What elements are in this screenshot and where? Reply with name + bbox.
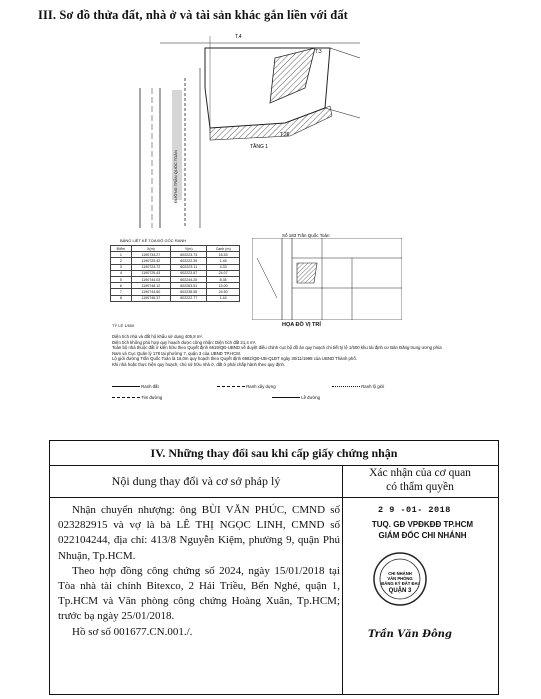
notes <box>112 334 442 368</box>
note-item: Khi nhà hoặc thực hiện quy hoạch, chủ sở hữu nhà ở, đất ở phải chấp hành theo quy định. <box>112 361 286 367</box>
location-map <box>252 238 402 320</box>
legend-item: Lề đường <box>272 395 320 400</box>
office-block: TUQ. GĐ VPĐKĐĐ TP.HCM GIÁM ĐỐC CHI NHÁNH <box>371 520 474 540</box>
svg-text:ĐĂNG KÝ ĐẤT ĐAI: ĐĂNG KÝ ĐẤT ĐAI <box>381 581 419 586</box>
signer-name: Trần Văn Đông <box>368 629 452 640</box>
coord-cell: 5 <box>111 276 132 282</box>
coord-header: Y(m) <box>171 246 207 252</box>
section-3-title: III. Sơ đồ thửa đất, nhà ở và tài sản khác gắn liền với đất <box>38 8 348 22</box>
svg-text:QUẬN 3: QUẬN 3 <box>388 588 412 594</box>
confirm-date: 2 9 -01- 2018 <box>378 505 451 515</box>
coord-cell: 602238.55 <box>171 289 207 295</box>
label-floor1: TẦNG 1 <box>250 144 269 150</box>
coord-header: X(m) <box>131 246 170 252</box>
legend-item: Ranh xây dựng <box>217 384 276 389</box>
coord-header: Điểm <box>111 246 132 252</box>
scale-label: TỶ LỆ 1/500 <box>112 323 135 328</box>
coord-cell: 1190734.27 <box>131 252 170 258</box>
coord-cell: 1190725.43 <box>131 270 170 276</box>
location-caption: HỌA ĐỒ VỊ TRÍ <box>282 322 321 328</box>
coord-cell: 602223.11 <box>171 264 207 270</box>
coord-cell: 602222.39 <box>171 258 207 264</box>
change-paragraph: Hồ sơ số 001677.CN.001./. <box>72 625 193 638</box>
coord-cell: 602223.87 <box>171 270 207 276</box>
coord-cell: 7 <box>111 289 132 295</box>
legend-item: Ranh đất <box>112 384 159 389</box>
change-content <box>58 503 340 640</box>
svg-text:VĂN PHÒNG: VĂN PHÒNG <box>387 576 413 581</box>
legend <box>112 382 432 404</box>
coord-cell: 15.00 <box>207 283 240 289</box>
coord-header: Cạnh (m) <box>207 246 240 252</box>
svg-text:CHI NHÁNH: CHI NHÁNH <box>388 571 412 576</box>
note-item: Lộ giới đường Trần Quốc Toản là 16,0m quy hoạch theo Quyết định 6982/QĐ-UB-QLĐT ngày 30/11/1998 của UBND Thành phố. <box>112 356 357 362</box>
note-item: Diện tích không phù hợp quy hoạch được công nhận: Diện tích đất 21,4 m². <box>112 339 257 345</box>
col-confirm-header: Xác nhận của cơ quan có thẩm quyền <box>369 467 471 493</box>
coord-cell: 3 <box>111 264 132 270</box>
coord-cell: 6 <box>111 283 132 289</box>
coord-cell: 8 <box>111 295 132 301</box>
coord-cell: 1190725.42 <box>131 258 170 264</box>
coord-cell: 1190744.03 <box>131 276 170 282</box>
coord-cell: 1.45 <box>207 258 240 264</box>
coord-cell: 8.35 <box>207 276 240 282</box>
label-t26: T.26 <box>280 132 290 138</box>
label-t3: T.3 <box>315 49 322 55</box>
land-plot-diagram <box>100 28 440 228</box>
coord-row <box>111 295 240 301</box>
coord-cell: 24.50 <box>207 289 240 295</box>
coord-cell: 16.53 <box>207 252 240 258</box>
label-t4: T.4 <box>235 34 242 40</box>
coordinates-table <box>110 238 250 302</box>
change-paragraph: Theo hợp đồng công chứng số 2024, ngày 15/01/2018 tại Tòa nhà tài chính Bitexco, 2 Hải Triều, Bến Nghé, quận 1, Tp.HCM và Văn phòng công chứng Hoàng Xuân, Tp.HCM; trước bạ ngày 25/01/2018. <box>58 564 340 623</box>
change-paragraph: Nhận chuyển nhượng: ông BÙI VĂN PHÚC, CMND số 023282915 và vợ là bà LÊ THỊ NGỌC LINH, CMND số 022104244, địa chỉ: 413/8 Nguyễn Kiệm, phường 9, quận Phú Nhuận, Tp.HCM. <box>58 504 340 562</box>
coord-cell: 602223.73 <box>171 252 207 258</box>
coord-cell: 602244.25 <box>171 276 207 282</box>
coord-cell: 24.07 <box>207 270 240 276</box>
location-title: Số 183 Trần Quốc Toản <box>282 233 330 238</box>
coordinates-table-title: BẢNG LIỆT KÊ TỌA ĐỘ GÓC RANH <box>120 238 187 243</box>
office-stamp <box>372 551 428 607</box>
coord-cell: 602263.51 <box>171 283 207 289</box>
note-item: Diện tích nhà và đất hộ khẩu sử dụng 405,8 m². <box>112 334 204 339</box>
col-content-header: Nội dung thay đổi và cơ sở pháp lý <box>111 474 281 488</box>
note-item: Toàn bộ nhà thuộc đất ở kiến hữu theo Quyết định 6619/QĐ-UBND về duyệt điều chỉnh cục bộ đồ án quy hoạch chi tiết tỷ lệ 1/500 khu tái định cư Bàn Đăng trung ương phía Nam và Cục Quản lý 178 tại phường 7, quận 3 của UBND TP.HCM. <box>112 345 442 356</box>
coord-cell: 1 <box>111 252 132 258</box>
coord-cell: 1.44 <box>207 295 240 301</box>
legend-item: Tim đường <box>112 395 162 400</box>
coord-cell: 602222.77 <box>171 295 207 301</box>
coord-cell: 1190744.60 <box>131 289 170 295</box>
coord-cell: 2 <box>111 258 132 264</box>
legend-item: Ranh lộ giới <box>332 384 384 389</box>
coord-cell: 4 <box>111 270 132 276</box>
label-street: ĐƯỜNG TRẦN QUỐC TOẢN <box>173 150 178 203</box>
coord-cell: 1190748.12 <box>131 283 170 289</box>
coord-cell: 1190746.37 <box>131 295 170 301</box>
coord-cell: 4.33 <box>207 264 240 270</box>
section-4-title: IV. Những thay đổi sau khi cấp giấy chứng nhận <box>50 441 498 466</box>
changes-table <box>49 440 499 695</box>
coord-cell: 1190724.72 <box>131 264 170 270</box>
